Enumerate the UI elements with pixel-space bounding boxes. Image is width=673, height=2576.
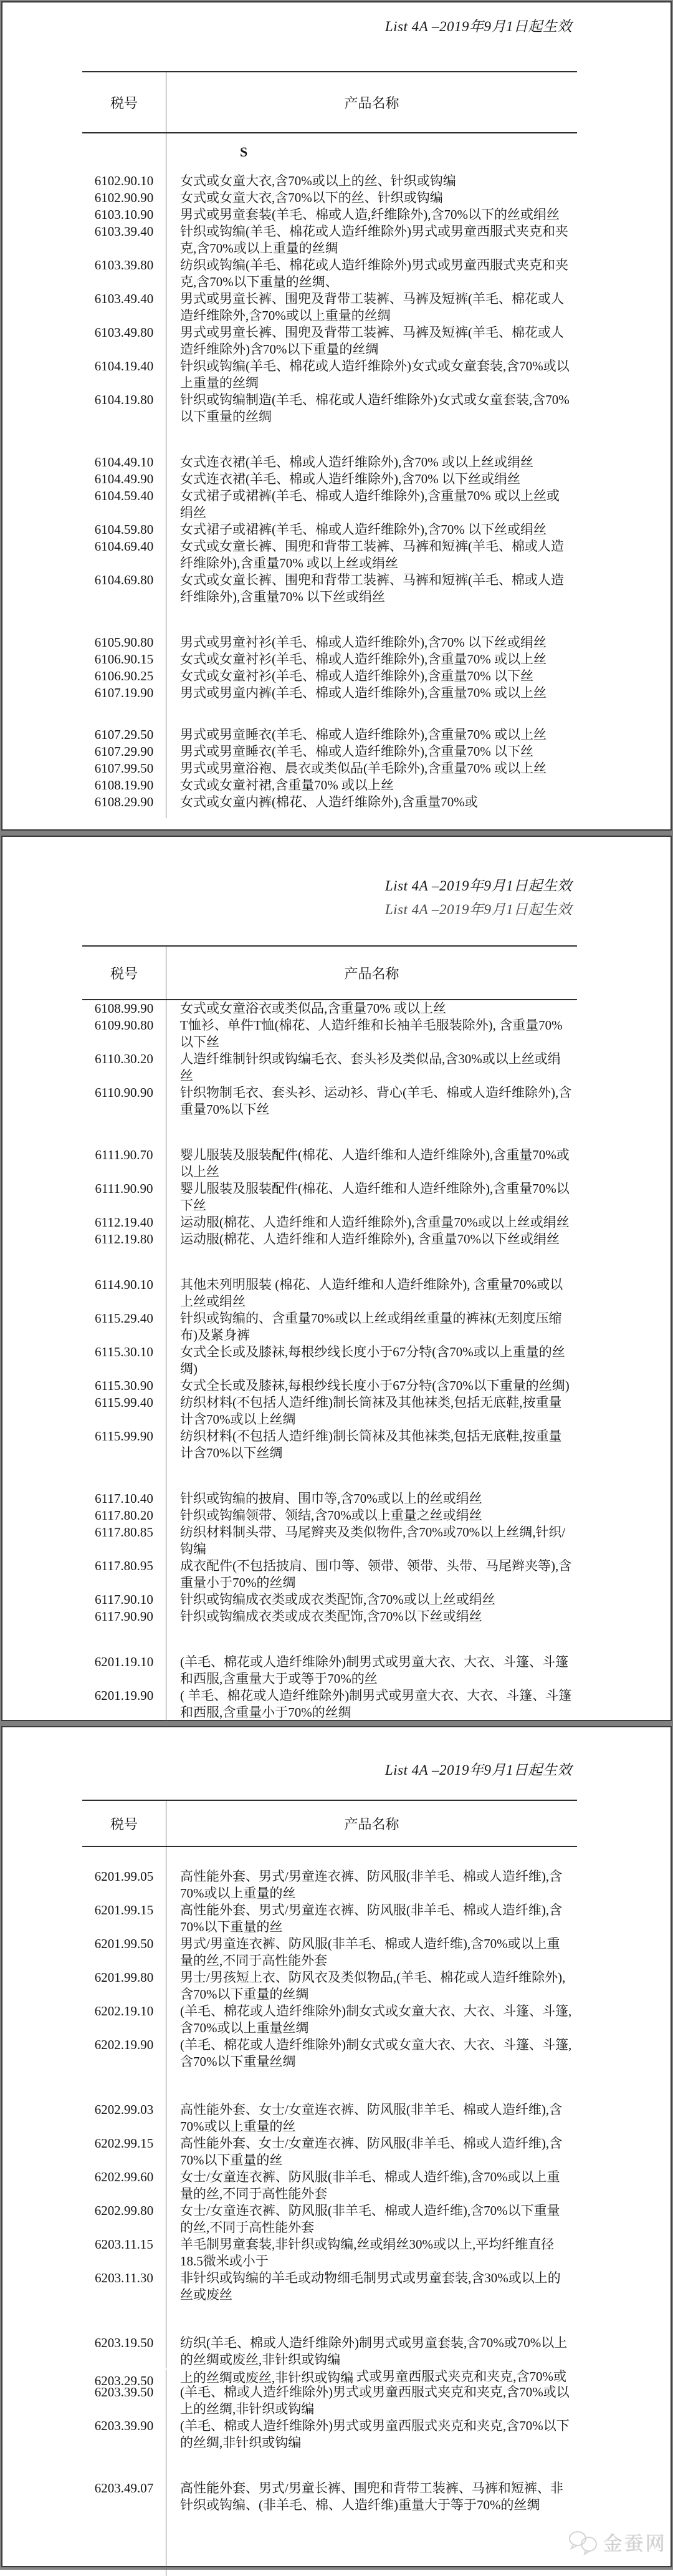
row-product-name: 针织或钩编(羊毛、棉花或人造纤维除外)男式或男童西服式夹克和夹克,含70%或以上重量的丝绸 [166, 223, 577, 257]
header-cell-product-name: 产品名称 [166, 72, 577, 132]
row-tax-code: 6104.69.40 [94, 539, 154, 554]
row-product-name: 女式或女童衬衫(羊毛、棉或人造纤维除外),含重量70% 以下丝 [166, 668, 577, 685]
table-row [82, 173, 577, 190]
row-tax-code: 6202.99.60 [94, 2169, 154, 2184]
row-product-name: 女式连衣裙(羊毛、棉或人造纤维除外),含70% 或以上丝或绢丝 [166, 454, 577, 471]
row-tax-code: 6107.19.90 [94, 685, 154, 700]
row-tax-code: 6105.90.80 [94, 635, 154, 650]
page-title: List 4A –2019年9月1日起生效 [384, 19, 572, 34]
table-row [82, 425, 577, 454]
table-row [82, 392, 577, 425]
row-product-name: 针织或钩编领带、领结,含70%或以上重量之丝或绢丝 [166, 1507, 577, 1524]
table-row [82, 454, 577, 471]
row-product-name: 女士/女童连衣裤、防风服(非羊毛、棉或人造纤维),含70%或以上重量的丝,不同于高性能外套 [166, 2169, 577, 2202]
table-row [82, 1524, 577, 1558]
row-product-name: 成衣配件(不包括披肩、围巾等、领带、领带、头带、马尾辫夹等),含重量小于70%的丝绸 [166, 1558, 577, 1591]
row-product-name: 女式或女童浴衣或类似品,含重量70% 或以上丝 [166, 1000, 577, 1017]
row-tax-code: 6117.80.85 [95, 1525, 153, 1540]
table-row [82, 1608, 577, 1625]
table-row [82, 1428, 577, 1462]
row-tax-code [82, 1248, 166, 1276]
table-row [82, 1017, 577, 1051]
table-row [82, 1248, 577, 1276]
row-product-name: 男式或男童套装(羊毛、棉或人造,纤维除外),含70%以下的丝或绢丝 [166, 206, 577, 223]
row-product-name: 人造纤维制针织或钩编毛衣、套头衫及类似品,含30%或以上丝或绢丝 [166, 1051, 577, 1084]
table-row [82, 811, 577, 818]
row-product-name: 运动服(棉花、人造纤维和人造纤维除外), 含重量70%以下丝或绢丝 [166, 1231, 577, 1248]
table-row [82, 1084, 577, 1118]
row-product-name: 女式或女童长裤、围兜和背带工装裤、马裤和短裤(羊毛、棉或人造纤维除外),含重量70% 以下丝或绢丝 [166, 572, 577, 605]
table-row [82, 651, 577, 668]
table-row [82, 2368, 577, 2388]
row-tax-code: 6103.39.40 [94, 224, 154, 239]
row-product-name: 女式连衣裙(羊毛、棉或人造纤维除外),含70% 以下丝或绢丝 [166, 471, 577, 488]
row-product-name: 针织或钩编制造(羊毛、棉花或人造纤维除外)女式或女童套装,含70%以下重量的丝绸 [166, 392, 577, 425]
row-product-name: 运动服(棉花、人造纤维和人造纤维除外),含重量70%或以上丝或绢丝 [166, 1214, 577, 1231]
table-row [82, 1969, 577, 2003]
row-tax-code: 6103.10.90 [94, 207, 154, 222]
row-tax-code [82, 1462, 166, 1490]
page-separator [0, 831, 673, 836]
row-tax-code: 6108.99.90 [94, 1001, 154, 1016]
row-tax-code: 6117.80.95 [95, 1558, 153, 1573]
table-row [82, 2335, 577, 2368]
table-row [82, 190, 577, 206]
header-cell-product-name: 产品名称 [166, 1801, 577, 1846]
row-tax-code: 6106.90.25 [94, 668, 154, 683]
table-row [82, 488, 577, 521]
row-product-name: 女式或女童大衣,含70%以下的丝、针织或钩编 [166, 190, 577, 206]
row-product-name: 男式或男童长裤、围兜及背带工装裤、马裤及短裤(羊毛、棉花或人造纤维除外,含70%或以上重量的丝绸 [166, 291, 577, 324]
row-tax-code: 6112.19.80 [95, 1232, 153, 1247]
row-tax-code [82, 2451, 166, 2480]
row-tax-code: 6109.90.80 [94, 1018, 154, 1033]
row-tax-code: 6201.99.15 [94, 1903, 154, 1918]
row-product-name: 女式裙子或裙裤(羊毛、棉或人造纤维除外),含70% 以下丝或绢丝 [166, 521, 577, 538]
row-product-name: 针织或钩编成衣类或成衣类配饰,含70%或以上丝或绢丝 [166, 1591, 577, 1608]
row-tax-code [82, 702, 166, 726]
table-row [82, 1868, 577, 1902]
row-product-name: 纺织材料(不包括人造纤维)制长筒袜及其他袜类,包括无底鞋,按重量计含70%以下丝绸 [166, 1428, 577, 1462]
watermark [567, 2527, 667, 2556]
row-product-name: 女式或女童衬裙,含重量70% 或以上丝 [166, 777, 577, 794]
table-row [82, 1377, 577, 1394]
table-row [82, 2236, 577, 2270]
row-tax-code: 6201.99.50 [94, 1936, 154, 1951]
row-tax-code: 6201.99.05 [94, 1869, 154, 1884]
table-row [82, 1000, 577, 1017]
table-row [82, 794, 577, 811]
header-cell-tax-code: 税号 [110, 965, 138, 982]
table-row [82, 2418, 577, 2451]
table-row [82, 572, 577, 605]
row-product-name: 高性能外套、男式/男童长裤、围兜和背带工装裤、马裤和短裤、非针织或钩编、(非羊毛、棉、人造纤维)重量大于等于70%的丝绸 [166, 2480, 577, 2514]
row-tax-code [82, 2514, 166, 2576]
row-tax-code [82, 2303, 166, 2335]
row-tax-code: 6203.29.50 [94, 2373, 154, 2388]
table-row [82, 2303, 577, 2335]
row-tax-code: 6201.19.10 [94, 1654, 154, 1669]
table-row [82, 2451, 577, 2480]
row-tax-code [82, 811, 166, 818]
row-tax-code: 6202.19.90 [94, 2037, 154, 2052]
row-product-name: 女式或女童内裤(棉花、人造纤维除外),含重量70%或 [166, 794, 577, 811]
row-tax-code: 6107.99.50 [94, 761, 154, 776]
row-tax-code: 6107.29.50 [94, 727, 154, 742]
table-row [82, 2037, 577, 2070]
table-body [82, 1847, 577, 2576]
table-row [82, 291, 577, 324]
table-row [82, 206, 577, 223]
row-tax-code: 6203.49.07 [94, 2481, 154, 2496]
row-tax-code: 6203.19.50 [94, 2335, 154, 2350]
row-product-name: 婴儿服装及服装配件(棉花、人造纤维和人造纤维除外),含重量70%以下丝 [166, 1180, 577, 1214]
table-row [82, 2169, 577, 2202]
table-row [82, 358, 577, 392]
row-product-name: ( 羊毛、棉花或人造纤维除外)制男式或男童大衣、大衣、斗篷、斗篷和西服,含重量小于70%的丝绸 [166, 1687, 577, 1721]
table-row [82, 2202, 577, 2236]
row-product-name: 针织物制毛衣、套头衫、运动衫、背心(羊毛、棉或人造纤维除外),含重量70%以下丝 [166, 1084, 577, 1118]
row-tax-code [82, 1118, 166, 1147]
table-row [82, 1118, 577, 1147]
table-row [82, 1687, 577, 1721]
row-product-name: 上的丝绸或废丝,非针织或钩编 式或男童西服式夹克和夹克,含70%或 [166, 2370, 577, 2385]
row-product-name [166, 811, 577, 818]
row-tax-code: 6117.90.90 [95, 1609, 153, 1624]
tariff-table [82, 71, 577, 818]
row-product-name: (羊毛、棉花或人造纤维除外)制女式或女童大衣、大衣、斗篷、斗篷,含70%或以上重量丝绸 [166, 2003, 577, 2037]
row-tax-code: 6203.11.15 [95, 2237, 153, 2252]
row-tax-code: 6115.30.10 [95, 1344, 153, 1359]
page-1 [1, 1, 672, 831]
row-tax-code: 6104.59.40 [94, 488, 154, 503]
row-product-name: 男式或男童睡衣(羊毛、棉或人造纤维除外),含重量70% 或以上丝 [166, 726, 577, 743]
row-overlap-fragment: 式或男童西服式夹克和夹克,含70%或 [356, 2369, 566, 2384]
row-tax-code: 6102.90.10 [94, 173, 154, 188]
page-2 [1, 836, 672, 1721]
table-row [82, 685, 577, 702]
table-row [82, 2101, 577, 2135]
row-tax-code: 6115.99.90 [95, 1429, 153, 1444]
row-product-name: 女士/女童连衣裤、防风服(非羊毛、棉或人造纤维),含70%以下重量的丝,不同于高性能外套 [166, 2202, 577, 2236]
table-row [82, 1507, 577, 1524]
page-title: List 4A –2019年9月1日起生效 [384, 1762, 572, 1778]
table-row [82, 1276, 577, 1310]
row-tax-code: 6104.19.40 [94, 359, 154, 374]
row-tax-code: 6107.29.90 [94, 744, 154, 759]
table-row [82, 1394, 577, 1428]
table-row [82, 777, 577, 794]
row-tax-code: 6115.29.40 [95, 1311, 153, 1326]
row-product-name: 女式全长或及膝袜,每根纱线长度小于67分特(含70%以下重量的丝绸) [166, 1377, 577, 1394]
row-product-name: 女式或女童长裤、围兜和背带工装裤、马裤和短裤(羊毛、棉或人造纤维除外),含重量70% 或以上丝或绢丝 [166, 538, 577, 572]
row-product-name: 其他未列明服装 (棉花、人造纤维和人造纤维除外), 含重量70%或以上丝或绢丝 [166, 1276, 577, 1310]
row-product-name: 针织或钩编(羊毛、棉花或人造纤维除外)女式或女童套装,含70%或以上重量的丝绸 [166, 358, 577, 392]
row-product-name: 男式或男童衬衫(羊毛、棉或人造纤维除外),含70% 以下丝或绢丝 [166, 634, 577, 651]
row-product-name [166, 1625, 577, 1654]
row-product-name [166, 1248, 577, 1276]
row-product-name: 女式或女童大衣,含70%或以上的丝、针织或钩编 [166, 173, 577, 190]
row-product-name: 男式或男童浴袍、晨衣或类似品(羊毛除外),含重量70% 或以上丝 [166, 760, 577, 777]
row-product-name: 高性能外套、女士/女童连衣裤、防风服(非羊毛、棉或人造纤维),含70%以下重量的丝 [166, 2135, 577, 2169]
row-tax-code: 6114.90.10 [95, 1277, 153, 1292]
row-tax-code: 6108.29.90 [94, 794, 154, 809]
row-tax-code: 6104.49.10 [94, 455, 154, 470]
row-product-name [166, 2451, 577, 2480]
row-product-name: 高性能外套、男式/男童连衣裤、防风服(非羊毛、棉或人造纤维),含70%或以上重量的丝 [166, 1868, 577, 1902]
row-tax-code: 6202.19.10 [94, 2004, 154, 2019]
table-row [82, 1214, 577, 1231]
row-tax-code [82, 605, 166, 634]
row-product-name: 纺织(羊毛、棉或人造纤维除外)制男式或男童套装,含70%或70%以上的丝绸或废丝,非针织或钩编 [166, 2335, 577, 2368]
table-body [82, 133, 577, 818]
table-row [82, 760, 577, 777]
table-row [82, 324, 577, 358]
row-tax-code: 6203.39.50 [94, 2385, 154, 2400]
row-product-name [166, 605, 577, 634]
row-product-name: (羊毛、棉花或人造纤维除外)制男式或男童大衣、大衣、斗篷、斗篷和西服,含重量大于或等于70%的丝 [166, 1654, 577, 1687]
row-product-name: 高性能外套、女士/女童连衣裤、防风服(非羊毛、棉或人造纤维),含70%或以上重量的丝 [166, 2101, 577, 2135]
table-row [82, 743, 577, 760]
table-row [82, 1051, 577, 1084]
row-tax-code: 6201.99.80 [94, 1970, 154, 1985]
row-tax-code: 6104.59.80 [94, 522, 154, 537]
row-tax-code: 6110.30.20 [95, 1051, 153, 1066]
page-separator [0, 1721, 673, 1726]
row-product-name: 男式或男童内裤(羊毛、棉或人造纤维除外),含重量70% 或以上丝 [166, 685, 577, 702]
row-product-name: 婴儿服装及服装配件(棉花、人造纤维和人造纤维除外),含重量70%或以上丝 [166, 1147, 577, 1180]
row-product-name [166, 2070, 577, 2101]
row-tax-code [82, 425, 166, 454]
table-row [82, 634, 577, 651]
header-cell-product-name: 产品名称 [166, 947, 577, 999]
table-row [82, 223, 577, 257]
row-product-name: 男式或男童长裤、围兜及背带工装裤、马裤及短裤(羊毛、棉花或人造纤维除外)含70%以下重量的丝绸 [166, 324, 577, 358]
row-product-name: 纺织材料制头带、马尾辫夹及类似物件,含70%或70%以上丝绸,针织/钩编 [166, 1524, 577, 1558]
row-tax-code: 6102.90.90 [94, 190, 154, 205]
table-header [82, 71, 577, 133]
table-row [82, 1462, 577, 1490]
row-product-name: 男士/男孩短上衣、防风衣及类似物品,(羊毛、棉花或人造纤维除外),含70%以下重量的丝绸 [166, 1969, 577, 2003]
table-row [82, 521, 577, 538]
row-tax-code: 6103.49.40 [94, 291, 154, 306]
table-row [82, 726, 577, 743]
row-product-name: 男式/男童连衣裤、防风服(非羊毛、棉或人造纤维),含70%或以上重量的丝,不同于高性能外套 [166, 1936, 577, 1969]
table-body [82, 1000, 577, 1731]
row-product-name: 女式全长或及膝袜,每根纱线长度小于67分特(含70%或以上重量的丝绸) [166, 1344, 577, 1377]
row-tax-code: 6115.99.40 [95, 1395, 153, 1410]
row-tax-code: 6103.49.80 [94, 325, 154, 340]
table-row [82, 2135, 577, 2169]
page-title: List 4A –2019年9月1日起生效 [384, 878, 572, 894]
header-cell-tax-code: 税号 [110, 95, 138, 111]
table-row [82, 1902, 577, 1936]
table-row [82, 2003, 577, 2037]
row-tax-code: 6115.30.90 [95, 1378, 153, 1393]
table-row [82, 1147, 577, 1180]
header-cell-tax-code: 税号 [110, 1816, 138, 1832]
row-tax-code: 6104.49.90 [94, 471, 154, 486]
table-row [82, 2270, 577, 2303]
row-product-name: 纺织材料(不包括人造纤维)制长筒袜及其他袜类,包括无底鞋,按重量计含70%或以上丝绸 [166, 1394, 577, 1428]
row-tax-code: 6103.39.80 [94, 258, 154, 273]
table-row [82, 1558, 577, 1591]
table-row [82, 2384, 577, 2418]
table-row [82, 2070, 577, 2101]
row-product-name: 女式裙子或裙裤(羊毛、棉或人造纤维除外),含重量70% 或以上丝或绢丝 [166, 488, 577, 521]
table-row [82, 668, 577, 685]
row-product-name: T恤衫、单件T恤(棉花、人造纤维和长袖羊毛服装除外), 含重量70%以下丝 [166, 1017, 577, 1051]
page-3 [1, 1726, 672, 2567]
row-product-name: (羊毛、棉或人造纤维除外)男式或男童西服式夹克和夹克,含70%以下的丝绸,非针织或钩编 [166, 2418, 577, 2451]
row-product-name [166, 2514, 577, 2576]
row-tax-code: 6111.90.90 [95, 1181, 153, 1196]
row-tax-code [82, 2070, 166, 2101]
row-product-name [166, 1118, 577, 1147]
table-row [82, 1591, 577, 1608]
row-tax-code: 6117.90.10 [95, 1592, 153, 1607]
table-row [82, 1654, 577, 1687]
table-row [82, 1936, 577, 1969]
row-tax-code: 6110.90.90 [95, 1085, 153, 1100]
row-product-name: (羊毛、棉或人造纤维除外)男式或男童西服式夹克和夹克,含70%或以上的丝绸,非针织或钩编 [166, 2384, 577, 2418]
table-row [82, 1625, 577, 1654]
row-product-name: 非针织或钩编的羊毛或动物细毛制男式或男童套装,含30%或以上的丝或废丝 [166, 2270, 577, 2303]
row-product-name: 纺织或钩编(羊毛、棉花或人造纤维除外)男式或男童西服式夹克和夹克,含70%以下重量的丝绸、 [166, 257, 577, 291]
row-tax-code: 6106.90.15 [94, 652, 154, 667]
table-row [82, 702, 577, 726]
table-row [82, 2514, 577, 2576]
row-product-name [166, 1847, 577, 1868]
jincan-logo-icon [567, 2527, 599, 2556]
row-tax-code: 6202.99.15 [94, 2136, 154, 2151]
row-tax-code: 6117.10.40 [95, 1491, 153, 1506]
row-product-name [166, 425, 577, 454]
row-tax-code: 6104.69.80 [94, 572, 154, 587]
tariff-table [82, 945, 577, 1731]
row-product-name: 男式或男童睡衣(羊毛、棉或人造纤维除外),含重量70% 以下丝 [166, 743, 577, 760]
row-product-name: 针织或钩编成衣类或成衣类配饰,含70%以下丝或绢丝 [166, 1608, 577, 1625]
table-header [82, 945, 577, 1000]
row-tax-code: 6202.99.80 [94, 2203, 154, 2218]
table-row [82, 257, 577, 291]
table-row [82, 605, 577, 634]
table-row [82, 1847, 577, 1868]
row-tax-code: 6108.19.90 [94, 778, 154, 793]
section-marker: S [166, 133, 577, 173]
row-tax-code [82, 1847, 166, 1868]
row-tax-code: 6117.80.20 [95, 1508, 153, 1523]
table-row [82, 1490, 577, 1507]
row-tax-code: 6112.19.40 [95, 1215, 153, 1230]
row-tax-code [82, 133, 166, 173]
table-row [82, 1180, 577, 1214]
row-tax-code [82, 1625, 166, 1654]
table-row [82, 1310, 577, 1344]
row-product-name [166, 702, 577, 726]
table-row [82, 133, 577, 173]
table-row [82, 1231, 577, 1248]
table-row [82, 2480, 577, 2514]
table-header [82, 1800, 577, 1847]
table-row [82, 471, 577, 488]
row-product-name: 针织或钩编的、含重量70%或以上丝或绢丝重量的裤袜(无刻度压缩布)及紧身裤 [166, 1310, 577, 1344]
page-title-clipped: List 4A –2019年9月1日起生效 [384, 902, 572, 917]
row-tax-code: 6203.39.90 [94, 2418, 154, 2433]
tariff-table [82, 1800, 577, 2576]
table-row [82, 1344, 577, 1377]
row-tax-code: 6104.19.80 [94, 392, 154, 407]
row-tax-code: 6202.99.03 [94, 2102, 154, 2117]
row-product-name: 针织或钩编的披肩、围巾等,含70%或以上的丝或绢丝 [166, 1490, 577, 1507]
row-tax-code: 6203.11.30 [95, 2270, 153, 2285]
row-product-name: 女式或女童衬衫(羊毛、棉或人造纤维除外),含重量70% 或以上丝 [166, 651, 577, 668]
row-tax-code: 6201.19.90 [94, 1688, 154, 1703]
row-product-name: 羊毛制男童套装,非针织或钩编,丝或绢丝30%或以上,平均纤维直径18.5微米或小于 [166, 2236, 577, 2270]
table-row [82, 538, 577, 572]
row-product-name: (羊毛、棉花或人造纤维除外)制女式或女童大衣、大衣、斗篷、斗篷,含70%以下重量丝绸 [166, 2037, 577, 2070]
row-product-name [166, 1462, 577, 1490]
row-tax-code: 6111.90.70 [95, 1147, 153, 1162]
row-product-name: 高性能外套、男式/男童连衣裤、防风服(非羊毛、棉或人造纤维),含70%以下重量的丝 [166, 1902, 577, 1936]
watermark-text: 金蚕网 [603, 2532, 667, 2555]
row-product-name [166, 2303, 577, 2335]
